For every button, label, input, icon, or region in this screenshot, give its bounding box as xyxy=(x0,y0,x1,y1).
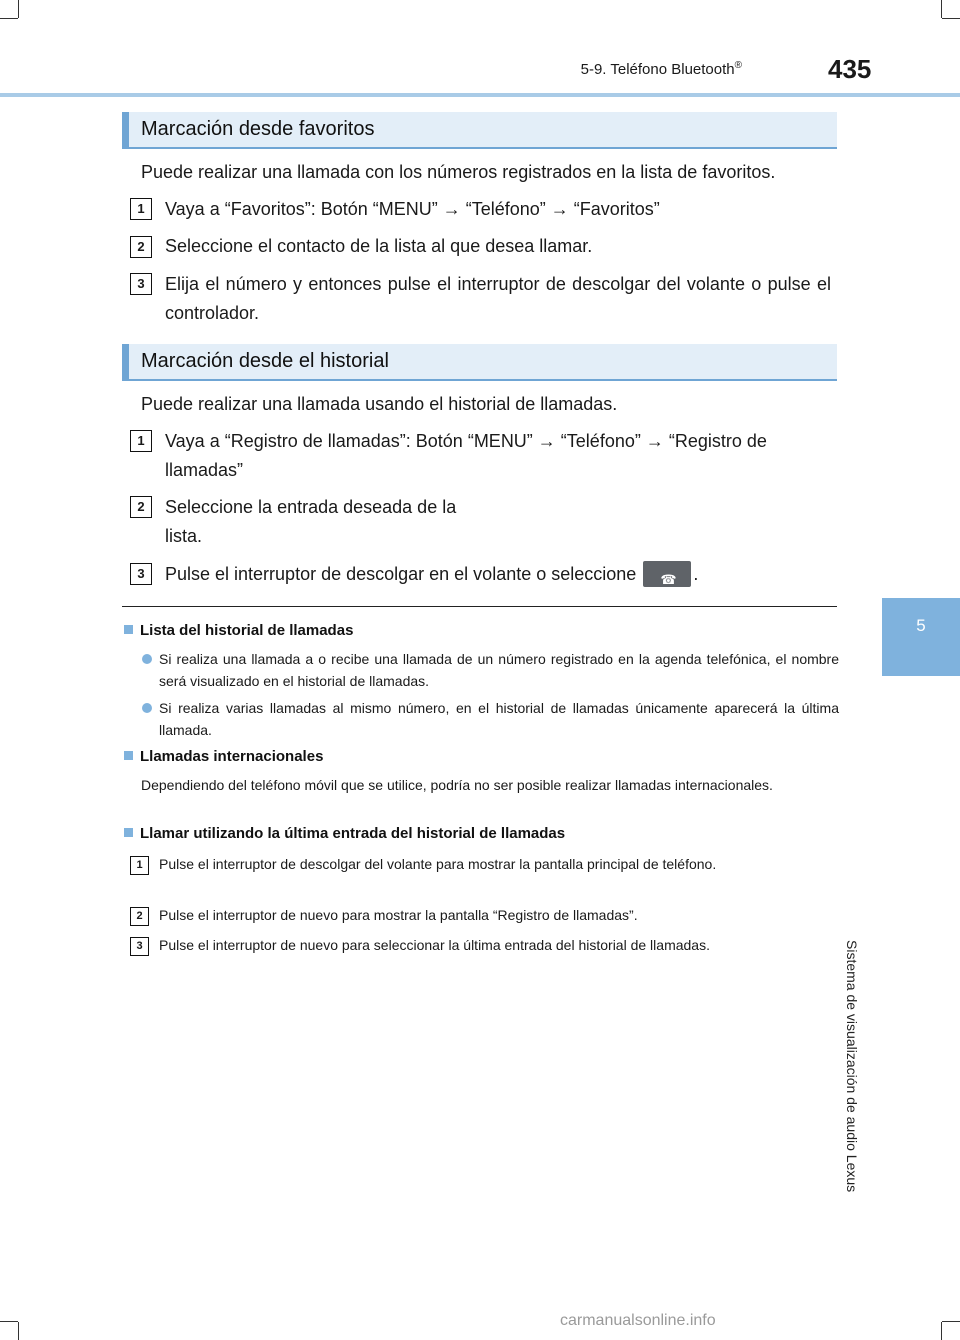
divider xyxy=(122,606,837,607)
step-text: Pulse el interruptor de nuevo para seleccionar la última entrada del historial de llamadas. xyxy=(159,937,710,953)
crop-mark xyxy=(0,1321,18,1322)
section-heading-historial: Marcación desde el historial xyxy=(122,344,837,381)
chapter-tab xyxy=(882,598,960,676)
section-intro: Puede realizar una llamada usando el historial de llamadas. xyxy=(141,394,618,414)
step-number: 2 xyxy=(130,236,152,258)
phone-icon xyxy=(643,561,691,587)
crop-mark xyxy=(942,18,960,19)
note-paragraph: Dependiendo del teléfono móvil que se utilice, podría no ser posible realizar llamadas internacionales. xyxy=(141,777,773,793)
crop-mark xyxy=(18,0,19,18)
step-text: Pulse el interruptor de descolgar en el volante o seleccione ☎ . xyxy=(165,560,698,589)
circle-bullet-icon xyxy=(142,654,152,664)
step-number: 1 xyxy=(130,856,149,875)
step-text: Vaya a “Favoritos”: Botón “MENU” → “Teléfono” → “Favoritos” xyxy=(165,199,660,219)
crop-mark xyxy=(941,0,942,18)
step-text: Pulse el interruptor de descolgar del volante para mostrar la pantalla principal de teléfono. xyxy=(159,856,717,872)
square-bullet-icon xyxy=(124,751,133,760)
step-number: 2 xyxy=(130,496,152,518)
page-number: 435 xyxy=(828,54,872,84)
step-text: Seleccione la entrada deseada de la lista. xyxy=(165,497,457,546)
square-bullet-icon xyxy=(124,828,133,837)
step-text: Elija el número y entonces pulse el interruptor de descolgar del volante o pulse el controlador. xyxy=(165,274,831,323)
note-heading: Lista del historial de llamadas xyxy=(124,622,353,639)
section-heading-favoritos: Marcación desde favoritos xyxy=(122,112,837,149)
square-bullet-icon xyxy=(124,625,133,634)
header-rule xyxy=(0,93,960,97)
step-number: 1 xyxy=(130,198,152,220)
note-heading: Llamar utilizando la última entrada del historial de llamadas xyxy=(124,825,565,842)
section-intro: Puede realizar una llamada con los números registrados en la lista de favoritos. xyxy=(141,162,776,182)
step-number: 1 xyxy=(130,430,152,452)
step-text: Vaya a “Registro de llamadas”: Botón “MENU” → “Teléfono” → “Registro de llamadas” xyxy=(165,431,767,480)
crop-mark xyxy=(0,18,18,19)
crop-mark xyxy=(942,1321,960,1322)
crop-mark xyxy=(18,1322,19,1340)
step-number: 3 xyxy=(130,563,152,585)
note-item: Si realiza varias llamadas al mismo número, en el historial de llamadas únicamente aparecerá la última llamada. xyxy=(159,700,839,738)
step-number: 3 xyxy=(130,937,149,956)
step-text: Seleccione el contacto de la lista al que desea llamar. xyxy=(165,236,593,256)
crop-mark xyxy=(941,1322,942,1340)
watermark: carmanualsonline.info xyxy=(560,1312,716,1329)
step-number: 3 xyxy=(130,273,152,295)
chapter-title: 5-9. Teléfono Bluetooth® xyxy=(580,60,742,78)
step-number: 2 xyxy=(130,907,149,926)
chapter-tab-label: Sistema de visualización de audio Lexus xyxy=(844,940,860,1193)
note-item: Si realiza una llamada a o recibe una llamada de un número registrado en la agenda telefónica, el nombre será visualizado en el historial de llamadas. xyxy=(159,651,839,689)
step-text: Pulse el interruptor de nuevo para mostrar la pantalla “Registro de llamadas”. xyxy=(159,907,638,923)
note-heading: Llamadas internacionales xyxy=(124,748,323,765)
circle-bullet-icon xyxy=(142,703,152,713)
chapter-tab-number: 5 xyxy=(916,616,926,635)
